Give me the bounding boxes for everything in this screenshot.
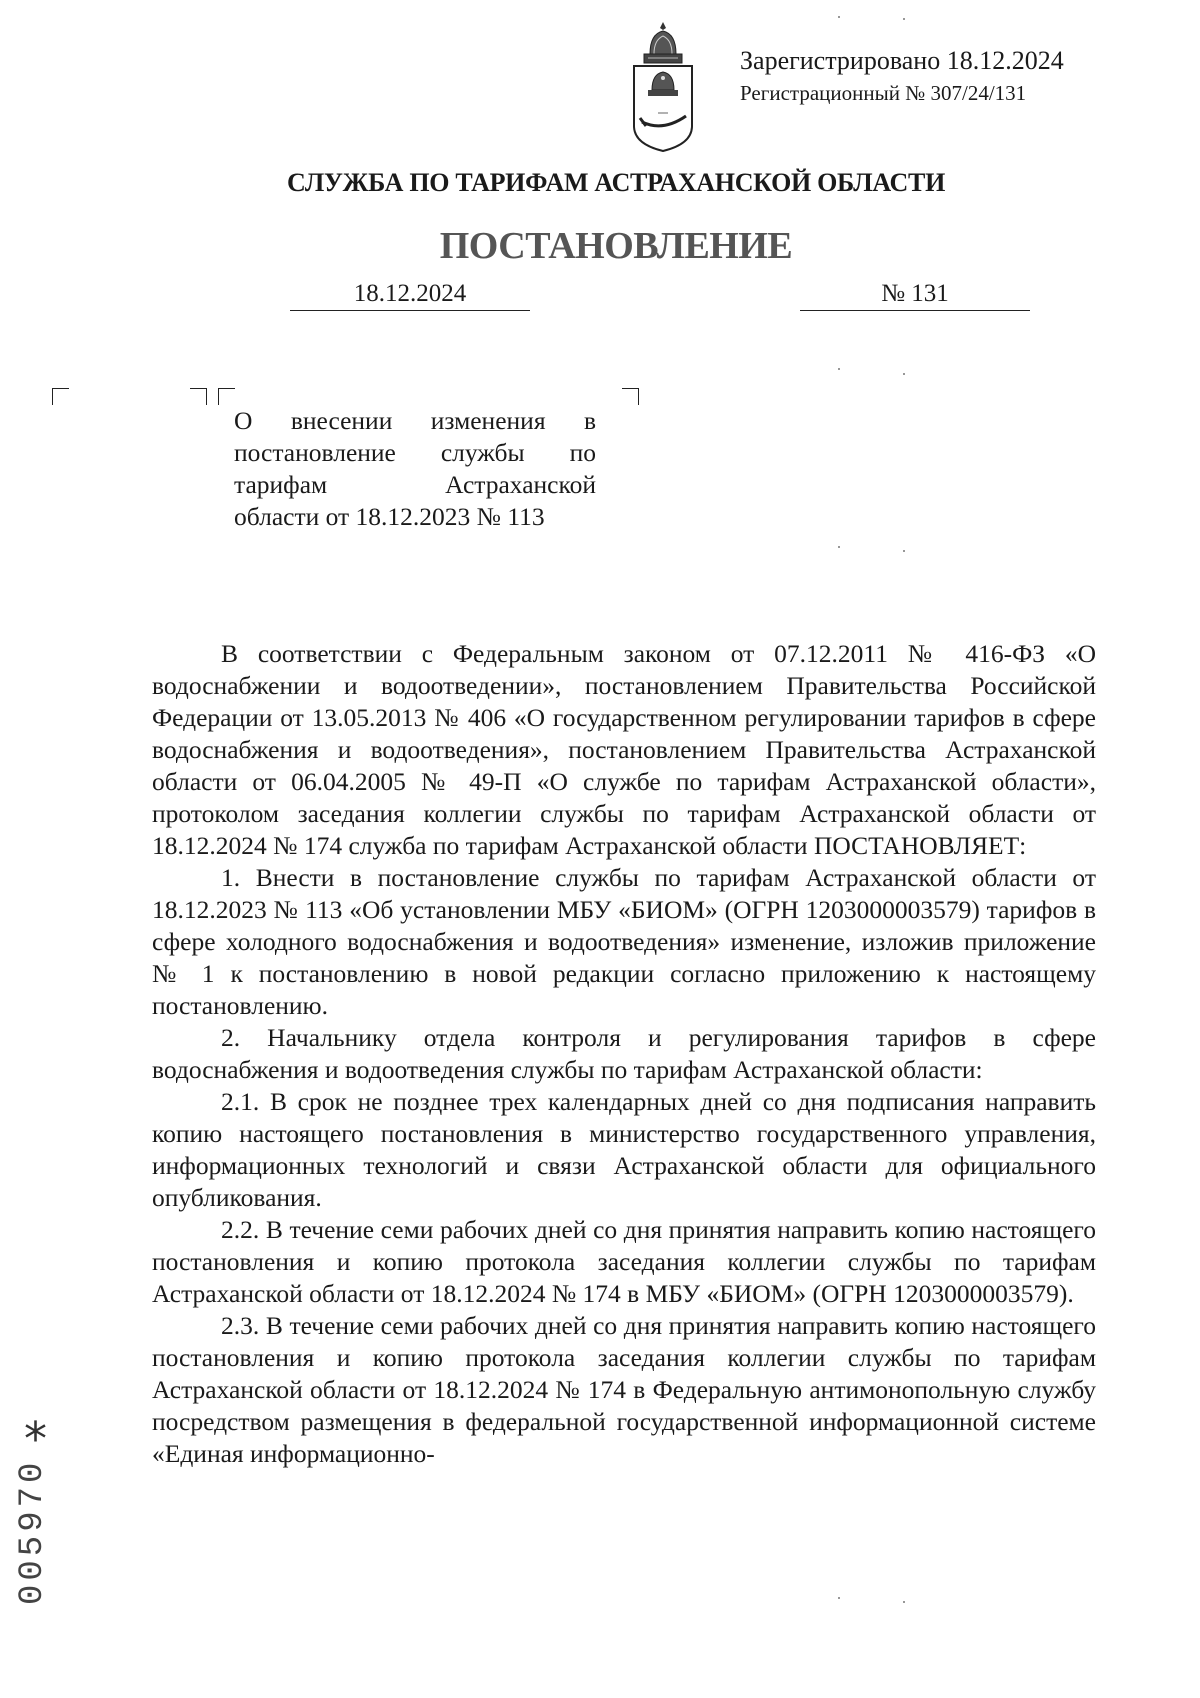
body-paragraph: В соответствии с Федеральным законом от 07.12.2011 № 416-ФЗ «О водоснабжении и водоотведении», постановлением Правительства Российской Федерации от 13.05.2013 № 406 «О государственном регулировании тарифов в сфере водоснабжения и водоотведения», постановлением Правительства Астраханской области от 06.04.2005 № 49-П «О службе по тарифам Астраханской области», протоколом заседания коллегии службы по тарифам Астраханской области от 18.12.2024 № 174 служба по тарифам Астраханской области ПОСТАНОВЛЯЕТ: — [152, 639, 1096, 860]
scan-speck — [838, 16, 840, 18]
scan-speck — [838, 1597, 840, 1599]
body-paragraph: 2. Начальнику отдела контроля и регулирования тарифов в сфере водоснабжения и водоотведения службы по тарифам Астраханской области: — [152, 1023, 1096, 1084]
body-paragraph: 2.3. В течение семи рабочих дней со дня принятия направить копию настоящего постановления и копию протокола заседания коллегии службы по тарифам Астраханской области от 18.12.2024 № 174 в Федеральную антимонопольную службу посредством размещения в федеральной государственной информационной системе «Единая информационно- — [152, 1311, 1096, 1468]
body-paragraph: 1. Внести в постановление службы по тарифам Астраханской области от 18.12.2023 № 113 «Об установлении МБУ «БИОМ» (ОГРН 1203000003579) тарифов в сфере холодного водоснабжения и водоотведения» изменение, изложив приложение № 1 к постановлению в новой редакции согласно приложению к настоящему постановлению. — [152, 863, 1096, 1020]
subject-line: области от 18.12.2023 № 113 — [234, 502, 545, 531]
subject-line: постановление службы по — [234, 438, 596, 467]
astrakhan-coat-of-arms-icon — [628, 18, 698, 153]
body-paragraph: 2.2. В течение семи рабочих дней со дня принятия направить копию настоящего постановления и копию протокола заседания коллегии службы по тарифам Астраханской области от 18.12.2024 № 174 в МБУ «БИОМ» (ОГРН 1203000003579). — [152, 1215, 1096, 1308]
corner-mark — [218, 388, 235, 405]
organization-name: СЛУЖБА ПО ТАРИФАМ АСТРАХАНСКОЙ ОБЛАСТИ — [287, 168, 945, 197]
subject-line: тарифам Астраханской — [234, 470, 596, 499]
document-number: № 131 — [800, 278, 1030, 311]
registration-number: Регистрационный № 307/24/131 — [740, 81, 1027, 105]
scan-speck — [903, 18, 905, 20]
corner-mark — [190, 388, 207, 405]
document-body — [152, 638, 1096, 1470]
subject-line: О внесении изменения в — [234, 406, 596, 435]
document-type-title: ПОСТАНОВЛЕНИЕ — [439, 225, 793, 267]
document-date: 18.12.2024 — [290, 278, 530, 311]
corner-mark — [622, 388, 639, 405]
registration-date: Зарегистрировано 18.12.2024 — [740, 46, 1064, 75]
corner-mark — [52, 388, 69, 405]
scan-speck — [903, 373, 905, 375]
scan-speck — [838, 368, 840, 370]
scan-speck — [903, 550, 905, 552]
document-subject — [234, 405, 596, 533]
body-paragraph: 2.1. В срок не позднее трех календарных дней со дня подписания направить копию настоящего постановления в министерство государственного управления, информационных технологий и связи Астраханской области для официального опубликования. — [152, 1087, 1096, 1212]
side-stamp-number: 005970 — [14, 1458, 52, 1605]
scan-speck — [838, 546, 840, 548]
scan-speck — [903, 1601, 905, 1603]
side-stamp-asterisk: * — [24, 1412, 47, 1466]
